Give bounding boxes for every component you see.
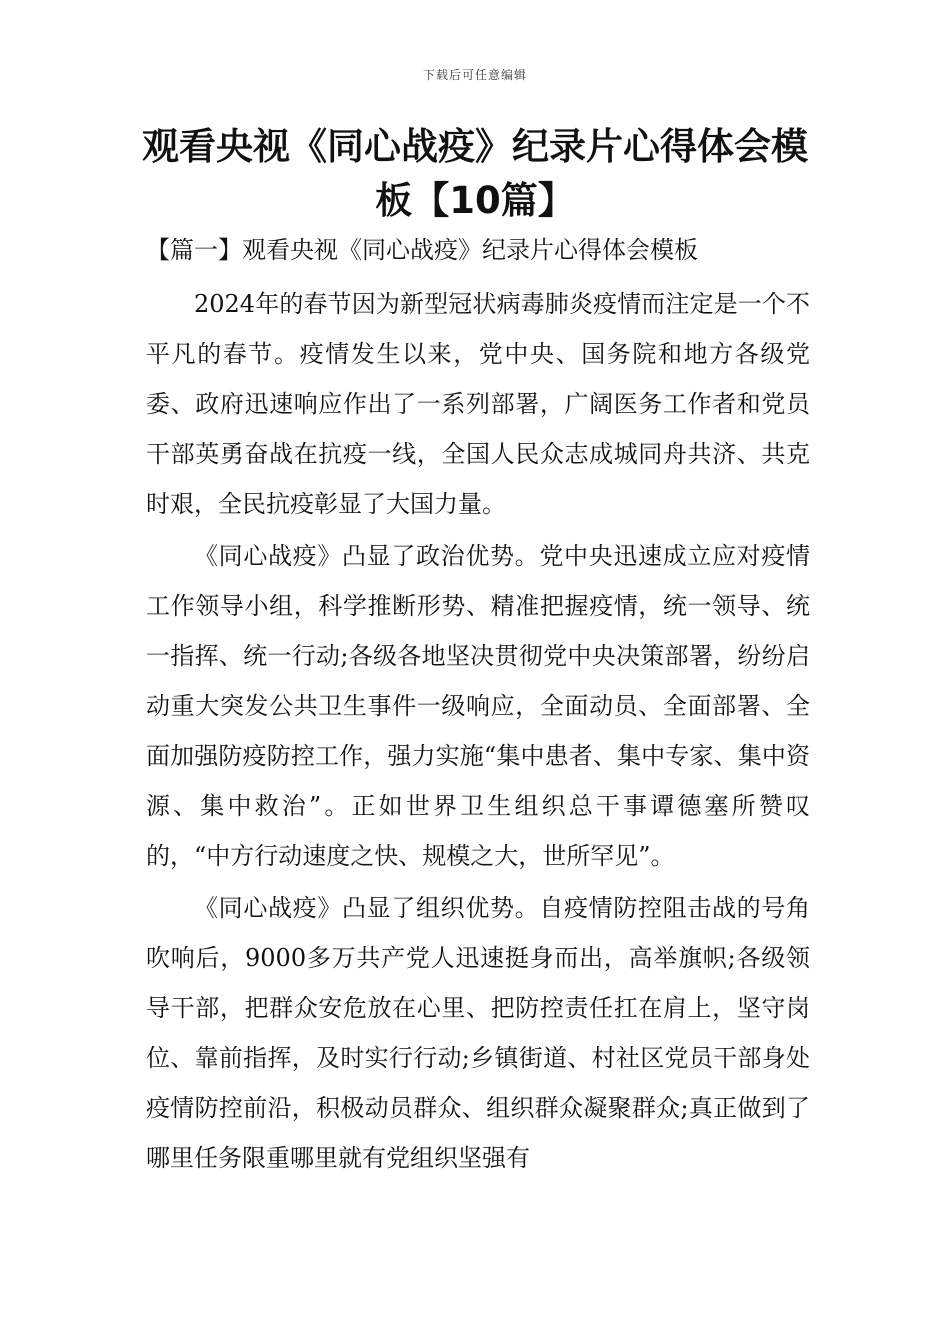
paragraph-2: 《同心战疫》凸显了政治优势。党中央迅速成立应对疫情工作领导小组，科学推断形势、精准把握疫情，统一领导、统一指挥、统一行动;各级各地坚决贯彻党中央决策部署，纷纷启动重大突发公共卫生事件一级响应，全面动员、全面部署、全面加强防疫防控工作，强力实施“集中患者、集中专家、集中资源、集中救治”。正如世界卫生组织总干事谭德塞所赞叹的，“中方行动速度之快、规模之大，世所罕见”。 (146, 542, 810, 870)
section-heading: 【篇一】观看央视《同心战疫》纪录片心得体会模板 (146, 236, 698, 264)
paragraph-1: 2024年的春节因为新型冠状病毒肺炎疫情而注定是一个不平凡的春节。疫情发生以来，党中央、国务院和地方各级党委、政府迅速响应作出了一系列部署，广阔医务工作者和党员干部英勇奋战在抗疫一线，全国人民众志成城同舟共济、共克时艰，全民抗疫彰显了大国力量。 (146, 290, 810, 518)
paragraph-3: 《同心战疫》凸显了组织优势。自疫情防控阻击战的号角吹响后，9000多万共产党人迅速挺身而出，高举旗帜;各级领导干部，把群众安危放在心里、把防控责任扛在肩上，坚守岗位、靠前指挥，及时实行行动;乡镇街道、村社区党员干部身处疫情防控前沿，积极动员群众、组织群众凝聚群众;真正做到了哪里任务限重哪里就有党组织坚强有 (146, 894, 810, 1172)
header-note: 下载后可任意编辑 (422, 68, 527, 82)
document-body (146, 279, 810, 1185)
document-title: 观看央视《同心战疫》纪录片心得体会模板【10篇】 (142, 125, 808, 222)
